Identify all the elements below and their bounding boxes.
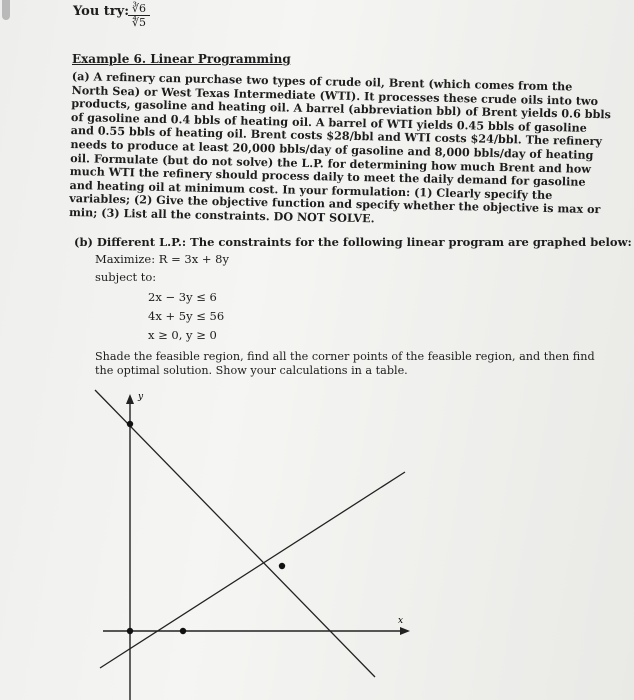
constraint-line-2	[95, 390, 375, 677]
corner-point-x-intercept	[180, 628, 186, 634]
corner-point-intersection	[279, 563, 285, 569]
you-try-label: You try:	[73, 4, 130, 19]
constraint-2: 4x + 5y ≤ 56	[148, 309, 225, 323]
y-axis-label: y	[138, 392, 144, 402]
x-axis-label: x	[398, 616, 404, 626]
instructions-text: Shade the feasible region, find all the corner points of the feasible region, and then find the optimal solution. Show your calculations in a table.	[95, 350, 595, 377]
example-title: Example 6. Linear Programming	[72, 52, 291, 66]
fraction-denominator: ∜5	[131, 16, 146, 29]
subject-to-label: subject to:	[95, 270, 157, 284]
fraction-numerator: ∛6	[128, 2, 150, 16]
constraint-1: 2x − 3y ≤ 6	[148, 290, 217, 304]
part-a-paragraph: (a) A refinery can purchase two types of crude oil, Brent (which comes from the North Sea) or West Texas Intermediate (WTI). It processes these crude oils into two products, gasoline and heating oil. A barrel (abbreviation bbl) of Brent yields 0.6 bbls of gasoline and 0.4 bbls of heating oil. A barrel of WTI yields 0.45 bbls of gasoline and 0.55 bbls of heating oil. Brent costs $28/bbl and WTI costs $24/bbl. The refinery needs to produce at least 20,000 bbls/day of gasoline and 8,000 bbls/day of heating oil. Formulate (but do not solve) the L.P. for determining how much Brent and how much WTI the refinery should process daily to meet the daily demand for gasoline and heating oil at minimum cost. In your formulation: (1) Clearly specify the variables; (2) Give the objective function and specify whether the objective is max or min; (3) List all the constraints. DO NOT SOLVE.	[68, 69, 612, 226]
objective-function: Maximize: R = 3x + 8y	[95, 252, 229, 266]
corner-point-y-intercept	[127, 421, 133, 427]
x-axis-arrow	[400, 627, 410, 635]
constraint-3: x ≥ 0, y ≥ 0	[148, 328, 217, 342]
part-b-heading: (b) Different L.P.: The constraints for the following linear program are graphed below:	[74, 235, 632, 249]
corner-point-origin	[127, 628, 133, 634]
y-axis-arrow	[126, 394, 134, 404]
constraint-line-1	[100, 472, 405, 668]
